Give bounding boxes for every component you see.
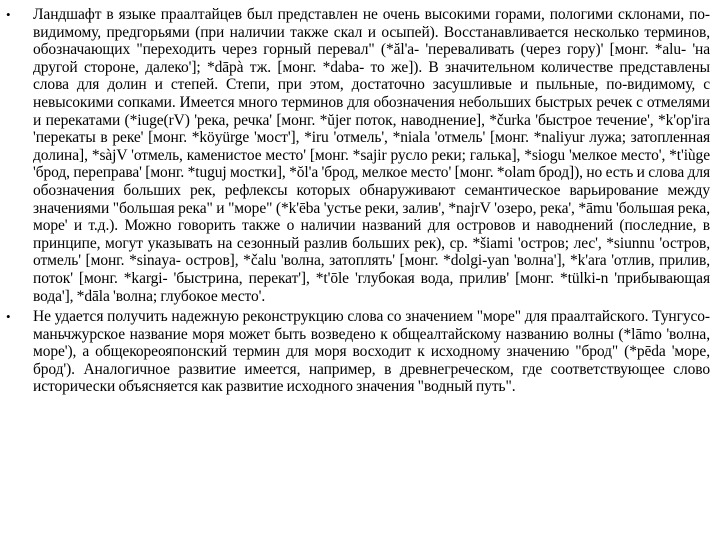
paragraph-sea: Не удается получить надежную реконструкцию слова со значением "море" для праалтайского. Тунгусо-маньчжурское название моря может быть возведено к общеалтайскому названию волны (*lāmo 'волна, море'), а общекореояпонский термин для моря восходит к исходному значению "брод" (*pēda 'море, брод'). Аналогичное развитие имеется, например, в древнегреческом, где соответствующее слово исторически объясняется как развитие исходного значения "водный путь". bbox=[33, 308, 710, 396]
list-item bbox=[0, 308, 710, 396]
paragraph-landscape: Ландшафт в языке праалтайцев был представлен не очень высокими горами, пологими склонами, по-видимому, предгорьями (при наличии также скал и осыпей). Восстанавливается несколько терминов, обозначающих "переходить через горный перевал" (*ăl'a- 'переваливать (через гору)' [монг. *alu- 'на другой стороне, далеко']; *dāpà тж. [монг. *daba- то же]). В значительном количестве представлены слова для долин и степей. Степи, при этом, достаточно засушливые и пыльные, по-видимому, с невысокими сопками. Имеется много терминов для обозначения небольших быстрых речек с отмелями и перекатами (*iuge(rV) 'река, речка' [монг. *ŭjer поток, наводнение], *čurka 'быстрое течение', *k'op'ira 'перекаты в реке' [монг. *köyürge 'мост'], *iru 'отмель', *niala 'отмель' [монг. *naliyur лужа; затопленная долина], *sàjV 'отмель, каменистое место' [монг. *sajir русло реки; галька], *siogu 'мелкое место', *t'iùge 'брод, переправа' [монг. *tuguj мостки], *ŏl'a 'брод, мелкое место' [монг. *olam брод]), но есть и слова для обозначения больших рек, рефлексы которых обнаруживают семантическое варьирование между значениями "большая река" и "море" (*k'ēba 'устье реки, залив', *najrV 'озеро, река', *āmu 'большая река, море' и т.д.). Можно говорить также о наличии названий для островов и наводнений (последние, в принципе, могут указывать на сезонный разлив больших рек), ср. *šiami 'остров; лес', *siunnu 'остров, отмель' [монг. *sinaya- остров], *čalu 'волна, затоплять' [монг. *dolgi-yan 'волна'], *k'ara 'отлив, прилив, поток' [монг. *kargi- 'быстрина, перекат'], *t'ōle 'глубокая вода, прилив' [монг. *tülki-n 'прибывающая вода'], *dāla 'волна; глубокое место'. bbox=[33, 6, 710, 305]
list-item bbox=[0, 6, 710, 305]
bullet-marker: • bbox=[6, 309, 11, 325]
bullet-list bbox=[0, 6, 710, 396]
bullet-marker: • bbox=[6, 7, 11, 22]
